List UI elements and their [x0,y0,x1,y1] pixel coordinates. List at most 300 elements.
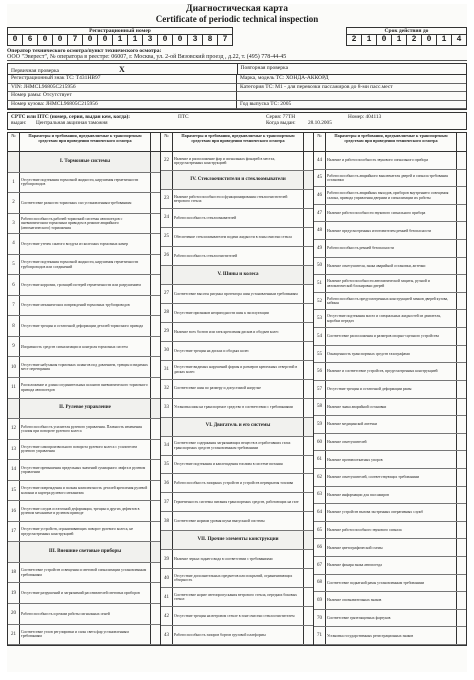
vehicle-info [7,75,467,110]
row-text: Наличие работоспособности звукового сигнального прибора [327,210,426,215]
row-mark [150,337,160,357]
table-row [314,451,466,469]
row-text: Отсутствие превышения предельных значений суммарного люфта в рулевом управлении [21,465,146,474]
row-mark [456,328,466,345]
digit-cell: 7 [68,35,83,45]
row-text: Отсутствие устройств, ограничивающих поворот рулевого колеса, не предусмотренных конструкцией [21,527,134,536]
row-text: Наличие зеркал заднего вида в соответствии с требованиями [174,557,273,562]
row-number: 16 [8,501,20,521]
srts-issued-by: Центральная акцизная таможня [36,120,108,126]
table-row [314,416,466,434]
vehicle-field: Регистрационный знак ТС: Т431НВ97 [8,75,237,84]
srts-series: Серия: 77ТН [266,114,296,120]
row-text: Отсутствие следов остаточной деформации, трещин и других дефектов в рулевом механизме и рулевом приводе [21,506,140,516]
row-text: Работоспособность стеклоомывателей [174,215,237,220]
row-text: Наличие и работоспособность звукового сигнального прибора [327,158,429,163]
table-row [314,592,466,610]
row-text: Наличие огнетушителя, знака аварийной остановки, аптечки [327,263,426,268]
row-text: Наличие устройств вызова экстренных оперативных служб [327,510,424,515]
digit-cell: 1 [437,35,452,45]
row-mark [303,285,313,303]
row-mark [303,437,313,455]
srts-when-label: Когда выдан: [266,120,296,126]
table-row [314,575,466,593]
row-text: Отсутствие трещин на ветровом стекле в зоне очистки стеклоочистителем [174,614,295,619]
card-title [7,4,467,24]
column-header [161,133,313,152]
row-text: Работоспособность и режим работы сигнальных огней [21,611,110,616]
row-mark [303,626,313,644]
row-number: 62 [314,469,326,486]
repeat-check-label: Повторная проверка [240,65,289,71]
column-header-no: № [314,133,326,151]
row-mark [150,214,160,234]
row-mark [303,493,313,511]
row-mark [456,627,466,644]
srts-when: 28.10.2005 [308,120,332,126]
row-mark [150,563,160,583]
vehicle-field: Номер кузова: JHMCL96805C215956 [8,101,237,110]
digit-cell: 0 [173,35,188,45]
row-mark [150,542,160,562]
repeat-check [238,64,467,74]
table-row [314,258,466,276]
row-number: 10 [8,357,20,377]
row-mark [150,193,160,213]
row-mark [303,512,313,530]
row-mark [303,474,313,492]
row-mark [456,575,466,592]
row-mark [456,434,466,451]
row-number [161,171,173,189]
row-mark [303,531,313,549]
table-row [314,222,466,240]
table-row [314,152,466,170]
table-row [161,285,313,304]
digit-cell: 1 [128,35,143,45]
row-mark [150,152,160,172]
row-mark [150,501,160,521]
row-text: Наличие и соответствие устройств, предусмотренных конструкцией [327,369,438,374]
table-row [8,275,160,296]
table-row [8,357,160,378]
row-mark [456,469,466,486]
section-row [161,171,313,190]
row-number: 59 [314,416,326,433]
table-row [314,381,466,399]
row-text: Работоспособность запорных устройств и устройств перекрытия топлива [174,481,294,486]
row-mark [150,399,160,419]
table-row [161,190,313,209]
row-mark [456,205,466,222]
table-row [314,293,466,311]
row-text: Соответствие подкатной рамы установленным требованиям [327,580,425,585]
row-text: Работоспособность предусмотренных конструкцией замков дверей кузова, кабины [327,296,449,306]
row-mark [456,416,466,433]
row-text: Герметичность системы питания транспортных средств, работающих на газе [174,500,299,505]
row-number [161,418,173,436]
row-number: 65 [314,522,326,539]
row-number: 63 [314,487,326,504]
row-mark [456,381,466,398]
row-number: 23 [161,190,173,208]
column-header-no: № [8,133,20,151]
row-mark [456,399,466,416]
row-mark [456,522,466,539]
table-row [161,626,313,645]
valid-until-box [346,27,467,46]
row-mark [456,363,466,380]
row-number: 29 [161,323,173,341]
row-text: Отсутствие трещин и остаточной деформации деталей тормозного привода [21,324,143,328]
digit-cell: 8 [203,35,218,45]
row-number: 9 [8,337,20,357]
row-mark [150,357,160,377]
row-mark [150,460,160,480]
row-text: Исправность средств сигнализации и контроля тормозных систем [21,344,128,349]
table-row [314,363,466,381]
row-number: 41 [161,588,173,606]
table-row [314,310,466,328]
row-text: Работоспособность стеклоочистителей [174,253,238,258]
row-number: 18 [8,563,20,583]
row-mark [303,418,313,436]
title-en: Certificate of periodic technical inspection [155,14,319,24]
table-row [8,563,160,584]
table-row [314,610,466,628]
row-mark [456,487,466,504]
row-number: 25 [161,228,173,246]
row-mark [456,240,466,257]
table-row [8,522,160,543]
row-number: 52 [314,293,326,310]
row-text: Отсутствие повреждения и полная комплектность деталей крепления рулевой колонки и картера рулевого механизма [21,486,148,495]
row-number: 2 [8,193,20,213]
digit-cell: 4 [456,35,462,44]
row-mark [150,255,160,275]
inspection-type [7,63,467,75]
table-row [8,460,160,481]
row-number: 17 [8,522,20,542]
vehicle-field: Марка, модель ТС: ХОНДА-АККОРД [237,75,466,84]
row-mark [303,456,313,474]
table-row [161,399,313,418]
row-number: 28 [161,304,173,322]
digit-cell: 2 [407,35,422,45]
row-number: 49 [314,240,326,257]
row-text: IV. Стеклоочистители и стеклоомыватели [190,176,286,182]
table-row [8,583,160,604]
row-number: 47 [314,205,326,222]
digit-cell: 0 [422,35,437,45]
row-text: Отсутствие подтекания тормозной жидкости, нарушения герметичности трубопроводов [21,178,139,187]
row-text: Соответствие разности тормозных сил установленным требованиям [21,200,132,205]
digit-cell: 0 [158,35,173,45]
row-text: Отсутствие дополнительных предметов или покрытий, ограничивающих обзорность [174,574,293,583]
digit-cell: 3 [188,35,203,45]
row-number: 50 [314,258,326,275]
row-mark [456,539,466,556]
row-text: Работоспособность усилителя рулевого управления. Плавность изменения усилия при повороте рулевого колеса [21,424,142,433]
row-mark [456,293,466,310]
table-row [314,346,466,364]
row-mark [150,625,160,645]
table-row [314,399,466,417]
table-row [314,487,466,505]
row-mark [150,275,160,295]
row-mark [456,346,466,363]
table-row [8,173,160,194]
table-row [314,170,466,188]
table-row [161,607,313,626]
table-row [161,569,313,588]
row-text: Наличие знака аварийной остановки [327,404,387,409]
row-text: Работоспособность аварийного выключателя дверей и сигнала требования остановки [327,173,448,182]
row-text: Работоспособность запоров бортов грузовой платформы [174,633,266,638]
table-row [8,625,160,646]
row-mark [303,569,313,587]
column-header-mark [456,133,466,151]
column-header-mark [150,133,160,151]
row-mark [150,173,160,193]
row-mark [303,361,313,379]
row-text: Соответствие расположения и размеров опорно-сцепного устройства [327,334,439,339]
column-header-text: Параметры и требования, предъявляемые к транспортным средствам при проведении технического осмотра [334,133,448,143]
row-mark [150,440,160,460]
table-row [8,419,160,440]
table-row [314,434,466,452]
row-mark [456,610,466,627]
row-number: 21 [8,625,20,645]
row-number: 11 [8,378,20,398]
row-number: 48 [314,222,326,239]
row-mark [456,592,466,609]
row-mark [456,451,466,468]
registration-row [7,27,467,46]
row-text: Отсутствие трещин и остаточной деформации рамы [327,387,412,392]
table-row [8,193,160,214]
table-column [314,133,466,645]
row-mark [303,550,313,568]
operator-block [7,48,467,61]
row-number: 37 [161,493,173,511]
row-number: 33 [161,399,173,417]
row-text: Отсутствие коррозии, грозящей потерей герметичности или разрушением [21,282,141,287]
row-number: 20 [8,604,20,624]
primary-check-mark: X [119,65,125,74]
row-mark [303,607,313,625]
row-number: 35 [161,456,173,474]
vehicle-field: VIN: JHMCL96805C215956 [8,84,237,93]
row-text: Отсутствие видимых нарушений формы и размеров крепежных отверстий в дисках колес [174,365,298,374]
row-number: 26 [161,247,173,265]
table-row [314,539,466,557]
srts-doc: ПТС [178,114,189,120]
row-text: Наличие медицинской аптечки [327,422,377,427]
row-number: 7 [8,296,20,316]
row-number: 32 [161,380,173,398]
row-mark [456,310,466,327]
row-mark [150,378,160,398]
vehicle-field: Категория ТС: M1 - для перевозки пассажиров до 8-ми пасс.мест [237,84,466,93]
row-text: Наличие и расположение фар и сигнальных фонарей в местах, предусмотренных конструкцией [174,156,276,165]
row-mark [150,522,160,542]
row-text: Соответствие содержания загрязняющих веществ в отработавших газах транспортных средств установленным требованиям [174,441,291,450]
table-row [314,328,466,346]
row-text: Обеспечение стеклоомывателем подачи жидкости в зоны очистки стекла [174,234,292,239]
row-text: Наличие опознавательных знаков [327,598,382,603]
row-mark [456,275,466,292]
row-text: V. Шины и колеса [217,271,259,277]
section-row [8,152,160,173]
table-row [8,316,160,337]
valid-until-digits [347,35,466,45]
row-number: 60 [314,434,326,451]
row-mark [150,481,160,501]
row-text: Наличие фонаря знака автопоезда [327,563,382,568]
row-number [8,399,20,419]
row-text: VII. Прочие элементы конструкции [197,537,279,543]
row-text: Наличие огнетушителей, соответствующих требованиям [327,475,420,480]
row-mark [456,557,466,574]
digit-cell: 3 [143,35,158,45]
table-row [8,501,160,522]
table-row [161,437,313,456]
row-number: 44 [314,152,326,169]
column-header-text: Параметры и требования, предъявляемые к транспортным средствам при проведении технического осмотра [181,133,295,143]
row-text: Соответствие норме светопропускания ветрового стекла, передних боковых стекол [174,592,298,602]
row-mark [150,316,160,336]
row-text: Наличие работоспособного звукового сигнала [327,527,402,532]
row-text: Отсутствие трещин на дисках и ободьях колес [174,348,250,353]
row-mark [303,190,313,208]
row-mark [303,399,313,417]
row-mark [303,380,313,398]
row-text: Установка государственных регистрационных знаков [327,633,414,638]
row-number: 15 [8,481,20,501]
row-mark [303,588,313,606]
table-row [8,255,160,276]
row-text: Наличие всех болтов или гаек крепления дисков и ободьев колес [174,329,279,334]
row-number: 5 [8,255,20,275]
table-row [8,378,160,399]
table-row [8,296,160,317]
row-text: Работоспособность рабочей тормозной системы автопоездов с пневматическим тормозным приводом в режиме аварийного (автоматического) торможения [21,216,123,230]
table-row [161,361,313,380]
row-text: III. Внешние световые приборы [48,549,122,555]
table-row [161,550,313,569]
table-row [161,304,313,323]
digit-cell: 7 [222,35,228,44]
row-mark [150,234,160,254]
diagnostic-card [7,4,467,672]
row-text: Отсутствие набухания тормозных шлангов под давлением, трещин и видимых мест перетирания [21,362,148,372]
row-number: 42 [161,607,173,625]
table-row [161,247,313,266]
row-mark [456,258,466,275]
row-text: II. Рулевое управление [59,405,111,411]
srts-issued-by-label: выдан: [11,120,27,126]
row-number: 70 [314,610,326,627]
title-ru: Диагностическая карта [186,4,288,14]
row-number: 8 [8,316,20,336]
row-number: 6 [8,275,20,295]
table-row [161,152,313,171]
table-row [161,228,313,247]
digit-cell: 0 [83,35,98,45]
row-number [8,542,20,562]
row-number [8,152,20,172]
row-text: Наличие работоспособности и функционирования стеклоочистителей ветрового стекла [174,194,288,203]
row-number: 19 [8,583,20,603]
section-row [161,266,313,285]
table-row [314,522,466,540]
row-text: Соответствие нормам уровня шума выпускной системы [174,519,265,524]
row-mark [456,504,466,521]
row-number [161,266,173,284]
row-mark [303,342,313,360]
table-row [314,469,466,487]
section-row [8,542,160,563]
row-number [161,531,173,549]
row-number: 55 [314,346,326,363]
reg-number-label: Регистрационный номер [8,28,232,35]
table-row [8,481,160,502]
row-mark [150,583,160,603]
row-number: 1 [8,173,20,193]
row-number: 66 [314,539,326,556]
row-mark [303,247,313,265]
digit-cell: 0 [53,35,68,45]
table-row [161,323,313,342]
row-number: 14 [8,460,20,480]
table-row [8,337,160,358]
row-mark [303,304,313,322]
row-text: Наличие работоспособности автоматической защиты, ручной и автоматической блокировки дверей [327,279,430,288]
row-number: 27 [161,285,173,303]
section-row [161,531,313,550]
digit-cell: 1 [392,35,407,45]
row-text: VI. Двигатель и его системы [205,423,271,429]
row-mark [456,222,466,239]
digit-cell: 2 [347,35,362,45]
row-text: Наличие предусмотренных изготовителем ремней безопасности [327,228,431,233]
table-row [314,275,466,293]
row-number: 30 [161,342,173,360]
digit-cell: 0 [377,35,392,45]
row-number: 67 [314,557,326,574]
row-mark [456,152,466,169]
row-text: Работоспособность ремней безопасности [327,246,394,251]
row-number: 3 [8,214,20,234]
table-row [161,380,313,399]
srts-label: СРТС или ПТС (номер, серия, выдан кем, когда): [11,114,131,120]
row-number: 43 [161,626,173,644]
column-header-text: Параметры и требования, предъявляемые к транспортным средствам при проведении технического осмотра [28,133,142,143]
srts-number: Номер: 404113 [348,114,382,120]
table-row [314,205,466,223]
row-mark [303,266,313,284]
column-header-mark [303,133,313,151]
row-number: 51 [314,275,326,292]
valid-until-label: Срок действия до [347,28,466,35]
row-mark [456,170,466,187]
operator-value: ООО "Эверест", № оператора в реестре: 06007, г. Москва, ул. 2-ой Вязовский проезд , д.22, т. (495) 778-44-45 [7,54,467,61]
row-text: Установка шин на транспортное средство в соответствии с требованиями [174,405,293,410]
srts-block [7,112,467,130]
row-text: I. Тормозные системы [59,158,111,164]
table-row [161,209,313,228]
